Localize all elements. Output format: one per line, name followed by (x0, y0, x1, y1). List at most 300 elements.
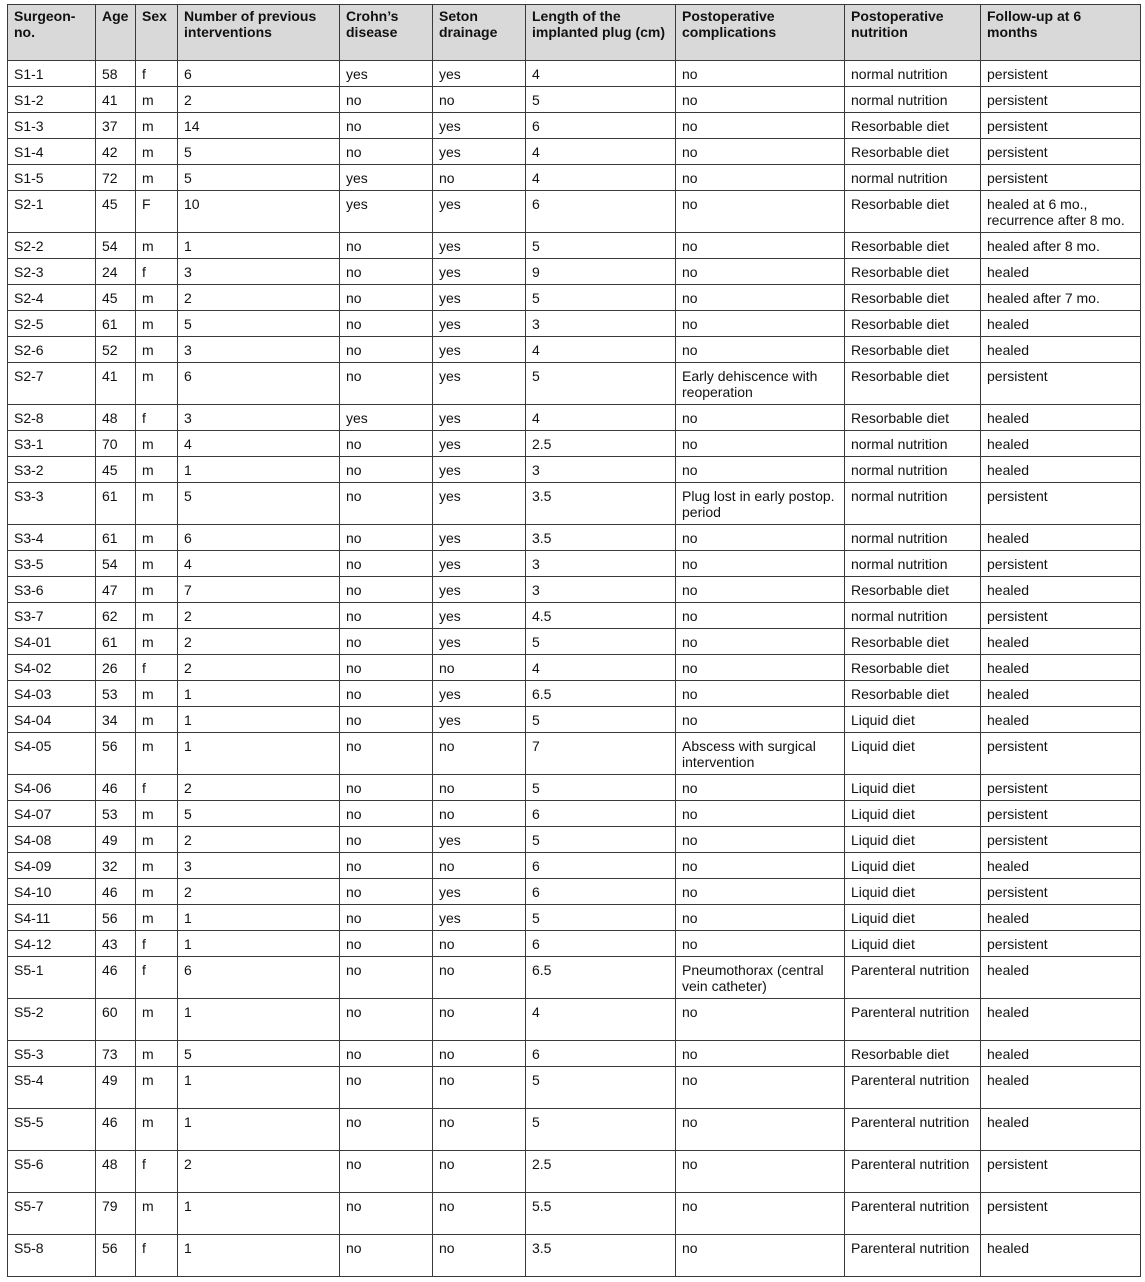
cell-sex: f (136, 775, 178, 801)
cell-surgeon-no: S1-1 (8, 61, 96, 87)
cell-seton-drainage: yes (433, 577, 526, 603)
cell-surgeon-no: S4-11 (8, 905, 96, 931)
cell-plug-length: 5.5 (526, 1193, 676, 1235)
cell-crohns-disease: yes (340, 191, 433, 233)
cell-followup: healed (981, 1109, 1141, 1151)
cell-postop-nutrition: Parenteral nutrition (845, 1193, 981, 1235)
cell-seton-drainage: no (433, 801, 526, 827)
header-previous-interventions: Number of previous interventions (178, 5, 340, 61)
cell-plug-length: 6 (526, 879, 676, 905)
cell-sex: m (136, 363, 178, 405)
cell-previous-interventions: 3 (178, 853, 340, 879)
cell-postop-nutrition: Parenteral nutrition (845, 1109, 981, 1151)
table-row (8, 681, 1141, 707)
table-row (8, 551, 1141, 577)
cell-sex: m (136, 1067, 178, 1109)
cell-followup: persistent (981, 603, 1141, 629)
cell-postop-complications: no (676, 1041, 845, 1067)
cell-followup: healed (981, 1235, 1141, 1277)
cell-surgeon-no: S2-4 (8, 285, 96, 311)
cell-followup: healed (981, 905, 1141, 931)
cell-crohns-disease: no (340, 259, 433, 285)
cell-age: 61 (96, 525, 136, 551)
cell-followup: persistent (981, 87, 1141, 113)
cell-sex: m (136, 629, 178, 655)
cell-crohns-disease: no (340, 827, 433, 853)
cell-crohns-disease: no (340, 1109, 433, 1151)
cell-postop-complications: no (676, 61, 845, 87)
cell-sex: m (136, 577, 178, 603)
cell-sex: m (136, 165, 178, 191)
cell-crohns-disease: yes (340, 61, 433, 87)
table-row (8, 957, 1141, 999)
cell-postop-complications: Plug lost in early postop. period (676, 483, 845, 525)
cell-sex: f (136, 1235, 178, 1277)
table-row (8, 457, 1141, 483)
cell-seton-drainage: yes (433, 259, 526, 285)
cell-crohns-disease: no (340, 87, 433, 113)
cell-plug-length: 3 (526, 311, 676, 337)
cell-postop-nutrition: Liquid diet (845, 733, 981, 775)
cell-surgeon-no: S1-3 (8, 113, 96, 139)
cell-followup: healed (981, 525, 1141, 551)
cell-sex: m (136, 879, 178, 905)
cell-postop-complications: no (676, 629, 845, 655)
cell-seton-drainage: yes (433, 431, 526, 457)
cell-postop-complications: no (676, 285, 845, 311)
cell-seton-drainage: yes (433, 525, 526, 551)
cell-plug-length: 6 (526, 801, 676, 827)
cell-postop-complications: no (676, 827, 845, 853)
cell-previous-interventions: 3 (178, 337, 340, 363)
cell-previous-interventions: 5 (178, 483, 340, 525)
cell-seton-drainage: no (433, 853, 526, 879)
table-row (8, 87, 1141, 113)
header-age: Age (96, 5, 136, 61)
cell-sex: m (136, 431, 178, 457)
cell-plug-length: 4 (526, 655, 676, 681)
cell-postop-nutrition: Resorbable diet (845, 337, 981, 363)
cell-sex: m (136, 1041, 178, 1067)
cell-postop-nutrition: Liquid diet (845, 775, 981, 801)
cell-seton-drainage: no (433, 1193, 526, 1235)
cell-surgeon-no: S3-3 (8, 483, 96, 525)
cell-plug-length: 3 (526, 551, 676, 577)
cell-age: 52 (96, 337, 136, 363)
cell-previous-interventions: 3 (178, 405, 340, 431)
cell-previous-interventions: 1 (178, 1193, 340, 1235)
cell-postop-complications: no (676, 233, 845, 259)
cell-previous-interventions: 6 (178, 957, 340, 999)
cell-sex: f (136, 655, 178, 681)
cell-previous-interventions: 2 (178, 629, 340, 655)
cell-followup: healed (981, 655, 1141, 681)
cell-sex: m (136, 457, 178, 483)
cell-age: 45 (96, 285, 136, 311)
cell-surgeon-no: S4-05 (8, 733, 96, 775)
cell-plug-length: 3 (526, 457, 676, 483)
cell-postop-complications: Abscess with surgical intervention (676, 733, 845, 775)
cell-followup: persistent (981, 931, 1141, 957)
cell-sex: m (136, 233, 178, 259)
table-row (8, 483, 1141, 525)
cell-surgeon-no: S4-08 (8, 827, 96, 853)
cell-sex: f (136, 61, 178, 87)
cell-crohns-disease: no (340, 337, 433, 363)
header-sex: Sex (136, 5, 178, 61)
cell-age: 56 (96, 905, 136, 931)
cell-plug-length: 9 (526, 259, 676, 285)
cell-followup: persistent (981, 551, 1141, 577)
table-row (8, 655, 1141, 681)
cell-followup: healed after 8 mo. (981, 233, 1141, 259)
cell-postop-complications: no (676, 999, 845, 1041)
cell-postop-nutrition: Parenteral nutrition (845, 1067, 981, 1109)
cell-previous-interventions: 2 (178, 827, 340, 853)
cell-followup: persistent (981, 733, 1141, 775)
cell-sex: m (136, 1193, 178, 1235)
cell-sex: f (136, 405, 178, 431)
cell-plug-length: 4 (526, 139, 676, 165)
table-row (8, 801, 1141, 827)
cell-crohns-disease: no (340, 905, 433, 931)
cell-plug-length: 6 (526, 931, 676, 957)
cell-seton-drainage: yes (433, 233, 526, 259)
cell-seton-drainage: no (433, 1235, 526, 1277)
cell-plug-length: 4 (526, 337, 676, 363)
cell-plug-length: 3.5 (526, 1235, 676, 1277)
cell-age: 41 (96, 363, 136, 405)
cell-followup: persistent (981, 363, 1141, 405)
cell-age: 54 (96, 233, 136, 259)
cell-postop-nutrition: Liquid diet (845, 853, 981, 879)
cell-surgeon-no: S5-4 (8, 1067, 96, 1109)
cell-surgeon-no: S1-2 (8, 87, 96, 113)
cell-plug-length: 3.5 (526, 483, 676, 525)
cell-crohns-disease: no (340, 285, 433, 311)
cell-surgeon-no: S4-03 (8, 681, 96, 707)
cell-followup: healed (981, 311, 1141, 337)
cell-seton-drainage: no (433, 87, 526, 113)
table-row (8, 775, 1141, 801)
table-body (8, 61, 1141, 1277)
cell-sex: F (136, 191, 178, 233)
cell-seton-drainage: yes (433, 827, 526, 853)
cell-postop-complications: no (676, 191, 845, 233)
cell-crohns-disease: no (340, 603, 433, 629)
cell-age: 49 (96, 827, 136, 853)
cell-age: 73 (96, 1041, 136, 1067)
cell-postop-complications: no (676, 311, 845, 337)
cell-postop-complications: no (676, 655, 845, 681)
cell-surgeon-no: S3-2 (8, 457, 96, 483)
cell-age: 49 (96, 1067, 136, 1109)
table-row (8, 1151, 1141, 1193)
cell-age: 45 (96, 191, 136, 233)
cell-postop-nutrition: Liquid diet (845, 707, 981, 733)
cell-seton-drainage: yes (433, 457, 526, 483)
cell-previous-interventions: 6 (178, 363, 340, 405)
cell-sex: m (136, 483, 178, 525)
cell-plug-length: 6 (526, 853, 676, 879)
table-row (8, 1109, 1141, 1151)
cell-followup: healed (981, 405, 1141, 431)
cell-followup: persistent (981, 801, 1141, 827)
cell-postop-complications: no (676, 139, 845, 165)
cell-postop-complications: no (676, 525, 845, 551)
cell-postop-nutrition: normal nutrition (845, 603, 981, 629)
cell-postop-nutrition: Resorbable diet (845, 363, 981, 405)
cell-postop-nutrition: Liquid diet (845, 879, 981, 905)
cell-postop-nutrition: Resorbable diet (845, 629, 981, 655)
cell-followup: persistent (981, 1193, 1141, 1235)
cell-previous-interventions: 1 (178, 681, 340, 707)
cell-seton-drainage: no (433, 931, 526, 957)
cell-seton-drainage: yes (433, 285, 526, 311)
cell-postop-nutrition: Liquid diet (845, 801, 981, 827)
cell-plug-length: 5 (526, 87, 676, 113)
cell-surgeon-no: S4-02 (8, 655, 96, 681)
cell-surgeon-no: S3-6 (8, 577, 96, 603)
cell-crohns-disease: no (340, 1235, 433, 1277)
cell-postop-nutrition: Liquid diet (845, 905, 981, 931)
cell-sex: m (136, 999, 178, 1041)
cell-followup: healed (981, 1041, 1141, 1067)
cell-sex: f (136, 957, 178, 999)
cell-postop-complications: no (676, 1109, 845, 1151)
cell-age: 37 (96, 113, 136, 139)
cell-previous-interventions: 4 (178, 431, 340, 457)
cell-seton-drainage: no (433, 733, 526, 775)
cell-plug-length: 3 (526, 577, 676, 603)
cell-postop-complications: Early dehiscence with reoperation (676, 363, 845, 405)
cell-previous-interventions: 1 (178, 905, 340, 931)
cell-plug-length: 4 (526, 61, 676, 87)
header-seton-drainage: Seton drainage (433, 5, 526, 61)
cell-postop-nutrition: Resorbable diet (845, 285, 981, 311)
cell-sex: m (136, 827, 178, 853)
cell-age: 53 (96, 801, 136, 827)
cell-postop-complications: no (676, 707, 845, 733)
cell-postop-complications: no (676, 603, 845, 629)
table-row (8, 337, 1141, 363)
table-row (8, 1067, 1141, 1109)
cell-followup: healed (981, 577, 1141, 603)
cell-surgeon-no: S5-7 (8, 1193, 96, 1235)
cell-age: 61 (96, 629, 136, 655)
table-row (8, 879, 1141, 905)
cell-crohns-disease: no (340, 113, 433, 139)
cell-plug-length: 5 (526, 707, 676, 733)
cell-seton-drainage: no (433, 1109, 526, 1151)
cell-previous-interventions: 3 (178, 259, 340, 285)
cell-surgeon-no: S4-12 (8, 931, 96, 957)
cell-sex: f (136, 1151, 178, 1193)
cell-crohns-disease: no (340, 551, 433, 577)
cell-seton-drainage: yes (433, 707, 526, 733)
table-container (7, 4, 1141, 1277)
cell-followup: persistent (981, 879, 1141, 905)
cell-sex: m (136, 853, 178, 879)
cell-followup: persistent (981, 61, 1141, 87)
cell-previous-interventions: 5 (178, 311, 340, 337)
cell-age: 53 (96, 681, 136, 707)
cell-age: 46 (96, 1109, 136, 1151)
cell-crohns-disease: no (340, 775, 433, 801)
cell-age: 56 (96, 1235, 136, 1277)
cell-surgeon-no: S4-09 (8, 853, 96, 879)
cell-plug-length: 6 (526, 191, 676, 233)
cell-seton-drainage: no (433, 1067, 526, 1109)
cell-seton-drainage: yes (433, 483, 526, 525)
table-row (8, 1193, 1141, 1235)
cell-postop-nutrition: Resorbable diet (845, 405, 981, 431)
cell-postop-nutrition: Resorbable diet (845, 139, 981, 165)
cell-previous-interventions: 4 (178, 551, 340, 577)
cell-followup: healed (981, 1067, 1141, 1109)
cell-previous-interventions: 1 (178, 931, 340, 957)
table-row (8, 285, 1141, 311)
cell-age: 48 (96, 405, 136, 431)
cell-postop-complications: Pneumothorax (central vein catheter) (676, 957, 845, 999)
cell-age: 34 (96, 707, 136, 733)
cell-plug-length: 2.5 (526, 1151, 676, 1193)
cell-followup: healed (981, 853, 1141, 879)
table-row (8, 1041, 1141, 1067)
cell-surgeon-no: S4-04 (8, 707, 96, 733)
cell-sex: m (136, 1109, 178, 1151)
cell-crohns-disease: no (340, 681, 433, 707)
cell-postop-nutrition: Resorbable diet (845, 233, 981, 259)
table-row (8, 363, 1141, 405)
cell-postop-complications: no (676, 681, 845, 707)
cell-surgeon-no: S5-3 (8, 1041, 96, 1067)
cell-postop-nutrition: normal nutrition (845, 457, 981, 483)
cell-sex: m (136, 525, 178, 551)
cell-crohns-disease: no (340, 733, 433, 775)
cell-surgeon-no: S5-8 (8, 1235, 96, 1277)
cell-postop-complications: no (676, 879, 845, 905)
cell-postop-nutrition: Liquid diet (845, 931, 981, 957)
cell-age: 46 (96, 879, 136, 905)
cell-surgeon-no: S2-8 (8, 405, 96, 431)
cell-sex: m (136, 603, 178, 629)
cell-followup: healed at 6 mo., recurrence after 8 mo. (981, 191, 1141, 233)
cell-age: 79 (96, 1193, 136, 1235)
cell-sex: m (136, 87, 178, 113)
cell-plug-length: 5 (526, 827, 676, 853)
cell-seton-drainage: yes (433, 681, 526, 707)
cell-previous-interventions: 2 (178, 285, 340, 311)
cell-crohns-disease: no (340, 1067, 433, 1109)
cell-crohns-disease: no (340, 457, 433, 483)
cell-age: 43 (96, 931, 136, 957)
table-row (8, 1235, 1141, 1277)
cell-previous-interventions: 14 (178, 113, 340, 139)
cell-postop-nutrition: normal nutrition (845, 483, 981, 525)
cell-previous-interventions: 5 (178, 165, 340, 191)
table-row (8, 707, 1141, 733)
cell-previous-interventions: 1 (178, 707, 340, 733)
cell-age: 46 (96, 775, 136, 801)
cell-plug-length: 5 (526, 233, 676, 259)
cell-seton-drainage: yes (433, 879, 526, 905)
cell-previous-interventions: 2 (178, 87, 340, 113)
cell-plug-length: 5 (526, 285, 676, 311)
cell-age: 72 (96, 165, 136, 191)
cell-seton-drainage: no (433, 999, 526, 1041)
cell-followup: persistent (981, 139, 1141, 165)
cell-followup: persistent (981, 165, 1141, 191)
cell-previous-interventions: 5 (178, 1041, 340, 1067)
cell-postop-nutrition: Resorbable diet (845, 577, 981, 603)
cell-age: 54 (96, 551, 136, 577)
cell-surgeon-no: S5-6 (8, 1151, 96, 1193)
cell-sex: m (136, 551, 178, 577)
cell-crohns-disease: no (340, 577, 433, 603)
cell-followup: healed (981, 957, 1141, 999)
cell-postop-complications: no (676, 551, 845, 577)
cell-age: 45 (96, 457, 136, 483)
cell-postop-complications: no (676, 457, 845, 483)
header-followup: Follow-up at 6 months (981, 5, 1141, 61)
cell-crohns-disease: no (340, 431, 433, 457)
cell-previous-interventions: 2 (178, 1151, 340, 1193)
cell-previous-interventions: 2 (178, 655, 340, 681)
cell-crohns-disease: no (340, 233, 433, 259)
cell-postop-complications: no (676, 1151, 845, 1193)
cell-postop-nutrition: normal nutrition (845, 525, 981, 551)
cell-previous-interventions: 1 (178, 733, 340, 775)
cell-seton-drainage: yes (433, 113, 526, 139)
header-row (8, 5, 1141, 61)
cell-previous-interventions: 6 (178, 525, 340, 551)
header-crohns-disease: Crohn’s disease (340, 5, 433, 61)
cell-surgeon-no: S3-1 (8, 431, 96, 457)
cell-sex: m (136, 733, 178, 775)
cell-seton-drainage: yes (433, 405, 526, 431)
cell-postop-complications: no (676, 405, 845, 431)
cell-crohns-disease: no (340, 957, 433, 999)
cell-crohns-disease: no (340, 999, 433, 1041)
cell-postop-complications: no (676, 931, 845, 957)
cell-postop-complications: no (676, 905, 845, 931)
cell-postop-nutrition: Liquid diet (845, 827, 981, 853)
cell-previous-interventions: 1 (178, 457, 340, 483)
cell-sex: m (136, 113, 178, 139)
cell-surgeon-no: S5-2 (8, 999, 96, 1041)
cell-seton-drainage: no (433, 1041, 526, 1067)
cell-previous-interventions: 1 (178, 1067, 340, 1109)
cell-plug-length: 5 (526, 1067, 676, 1109)
cell-seton-drainage: yes (433, 905, 526, 931)
cell-surgeon-no: S2-6 (8, 337, 96, 363)
cell-postop-nutrition: Resorbable diet (845, 681, 981, 707)
table-row (8, 931, 1141, 957)
cell-sex: f (136, 259, 178, 285)
cell-age: 46 (96, 957, 136, 999)
cell-postop-complications: no (676, 1067, 845, 1109)
cell-surgeon-no: S4-07 (8, 801, 96, 827)
cell-seton-drainage: no (433, 655, 526, 681)
cell-age: 60 (96, 999, 136, 1041)
cell-followup: healed after 7 mo. (981, 285, 1141, 311)
table-row (8, 113, 1141, 139)
cell-crohns-disease: no (340, 629, 433, 655)
cell-seton-drainage: no (433, 775, 526, 801)
cell-plug-length: 5 (526, 363, 676, 405)
table-row (8, 853, 1141, 879)
